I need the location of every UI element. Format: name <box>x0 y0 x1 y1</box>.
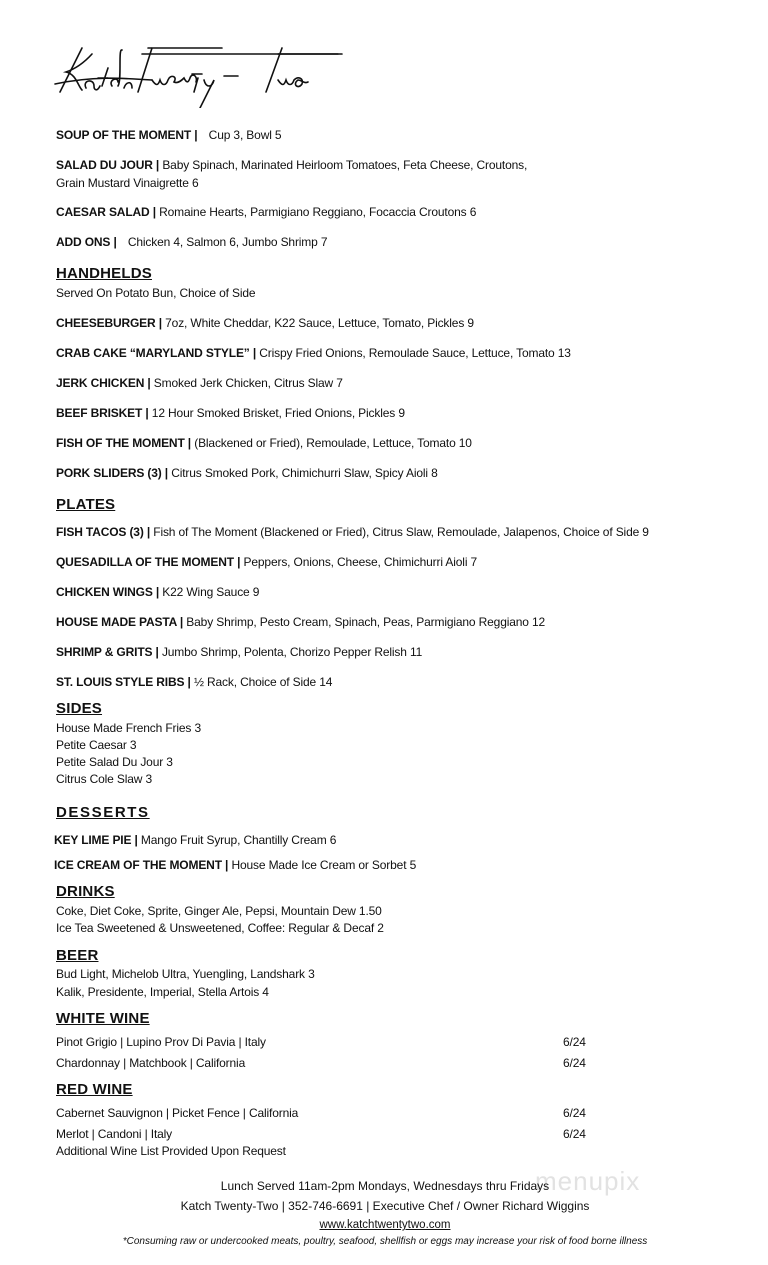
section-note: Served On Potato Bun, Choice of Side <box>56 286 256 300</box>
contact-info: Katch Twenty-Two | 352-746-6691 | Executive Chef / Owner Richard Wiggins <box>180 1199 590 1213</box>
menu-item: CRAB CAKE “MARYLAND STYLE” | Crispy Fried Onions, Remoulade Sauce, Lettuce, Tomato 13 <box>56 346 571 360</box>
menu-item: BEEF BRISKET | 12 Hour Smoked Brisket, Fried Onions, Pickles 9 <box>56 406 405 420</box>
wine-item: Chardonnay | Matchbook | California 6/24 <box>56 1056 586 1070</box>
menu-item: ADD ONS | Chicken 4, Salmon 6, Jumbo Shrimp 7 <box>56 235 328 249</box>
section-heading: RED WINE <box>56 1081 133 1098</box>
menu-item: CAESAR SALAD | Romaine Hearts, Parmigiano Reggiano, Focaccia Croutons 6 <box>56 205 477 219</box>
drink-item: Coke, Diet Coke, Sprite, Ginger Ale, Pepsi, Mountain Dew 1.50 <box>56 904 382 918</box>
menu-item: PORK SLIDERS (3) | Citrus Smoked Pork, Chimichurri Slaw, Spicy Aioli 8 <box>56 466 438 480</box>
lunch-hours: Lunch Served 11am-2pm Mondays, Wednesdays thru Fridays <box>220 1179 550 1193</box>
wine-item: Cabernet Sauvignon | Picket Fence | California 6/24 <box>56 1106 586 1120</box>
menu-item: KEY LIME PIE | Mango Fruit Syrup, Chantilly Cream 6 <box>54 833 337 847</box>
menu-item: SALAD DU JOUR | Baby Spinach, Marinated Heirloom Tomatoes, Feta Cheese, Croutons, <box>56 158 528 172</box>
wine-note: Additional Wine List Provided Upon Request <box>56 1144 286 1158</box>
section-heading: BEER <box>56 947 99 964</box>
menu-item: CHICKEN WINGS | K22 Wing Sauce 9 <box>56 585 260 599</box>
section-heading: SIDES <box>56 700 103 717</box>
menu-item-desc: Grain Mustard Vinaigrette 6 <box>56 176 199 190</box>
side-item: House Made French Fries 3 <box>56 721 201 735</box>
menu-item: SHRIMP & GRITS | Jumbo Shrimp, Polenta, Chorizo Pepper Relish 11 <box>56 645 423 659</box>
section-heading: PLATES <box>56 496 116 513</box>
menu-item: CHEESEBURGER | 7oz, White Cheddar, K22 Sauce, Lettuce, Tomato, Pickles 9 <box>56 316 474 330</box>
menu-item: JERK CHICKEN | Smoked Jerk Chicken, Citrus Slaw 7 <box>56 376 343 390</box>
section-heading: WHITE WINE <box>56 1010 150 1027</box>
menu-item: QUESADILLA OF THE MOMENT | Peppers, Onions, Cheese, Chimichurri Aioli 7 <box>56 555 478 569</box>
drink-item: Ice Tea Sweetened & Unsweetened, Coffee: Regular & Decaf 2 <box>56 921 384 935</box>
menu-item: ICE CREAM OF THE MOMENT | House Made Ice Cream or Sorbet 5 <box>54 858 417 872</box>
website-link[interactable]: www.katchtwentytwo.com <box>319 1219 451 1231</box>
section-heading: DESSERTS <box>56 804 150 821</box>
menu-item: ST. LOUIS STYLE RIBS | ½ Rack, Choice of Side 14 <box>56 675 333 689</box>
menu-item: SOUP OF THE MOMENT | Cup 3, Bowl 5 <box>56 128 282 142</box>
side-item: Citrus Cole Slaw 3 <box>56 772 153 786</box>
wine-item: Pinot Grigio | Lupino Prov Di Pavia | Italy 6/24 <box>56 1035 586 1049</box>
section-heading: DRINKS <box>56 883 115 900</box>
section-heading: HANDHELDS <box>56 265 152 282</box>
restaurant-logo <box>52 40 352 108</box>
side-item: Petite Caesar 3 <box>56 738 137 752</box>
watermark: menupix <box>535 1166 641 1196</box>
food-safety-disclaimer: *Consuming raw or undercooked meats, poultry, seafood, shellfish or eggs may increase your risk of food borne illness <box>122 1236 648 1247</box>
menu-item: HOUSE MADE PASTA | Baby Shrimp, Pesto Cream, Spinach, Peas, Parmigiano Reggiano 12 <box>56 615 546 629</box>
beer-item: Kalik, Presidente, Imperial, Stella Artois 4 <box>56 985 269 999</box>
menu-item: FISH TACOS (3) | Fish of The Moment (Blackened or Fried), Citrus Slaw, Remoulade, Jalapenos, Choice of Side 9 <box>56 525 649 539</box>
wine-item: Merlot | Candoni | Italy 6/24 <box>56 1127 586 1141</box>
menu-item: FISH OF THE MOMENT | (Blackened or Fried), Remoulade, Lettuce, Tomato 10 <box>56 436 472 450</box>
beer-item: Bud Light, Michelob Ultra, Yuengling, Landshark 3 <box>56 967 315 981</box>
side-item: Petite Salad Du Jour 3 <box>56 755 173 769</box>
